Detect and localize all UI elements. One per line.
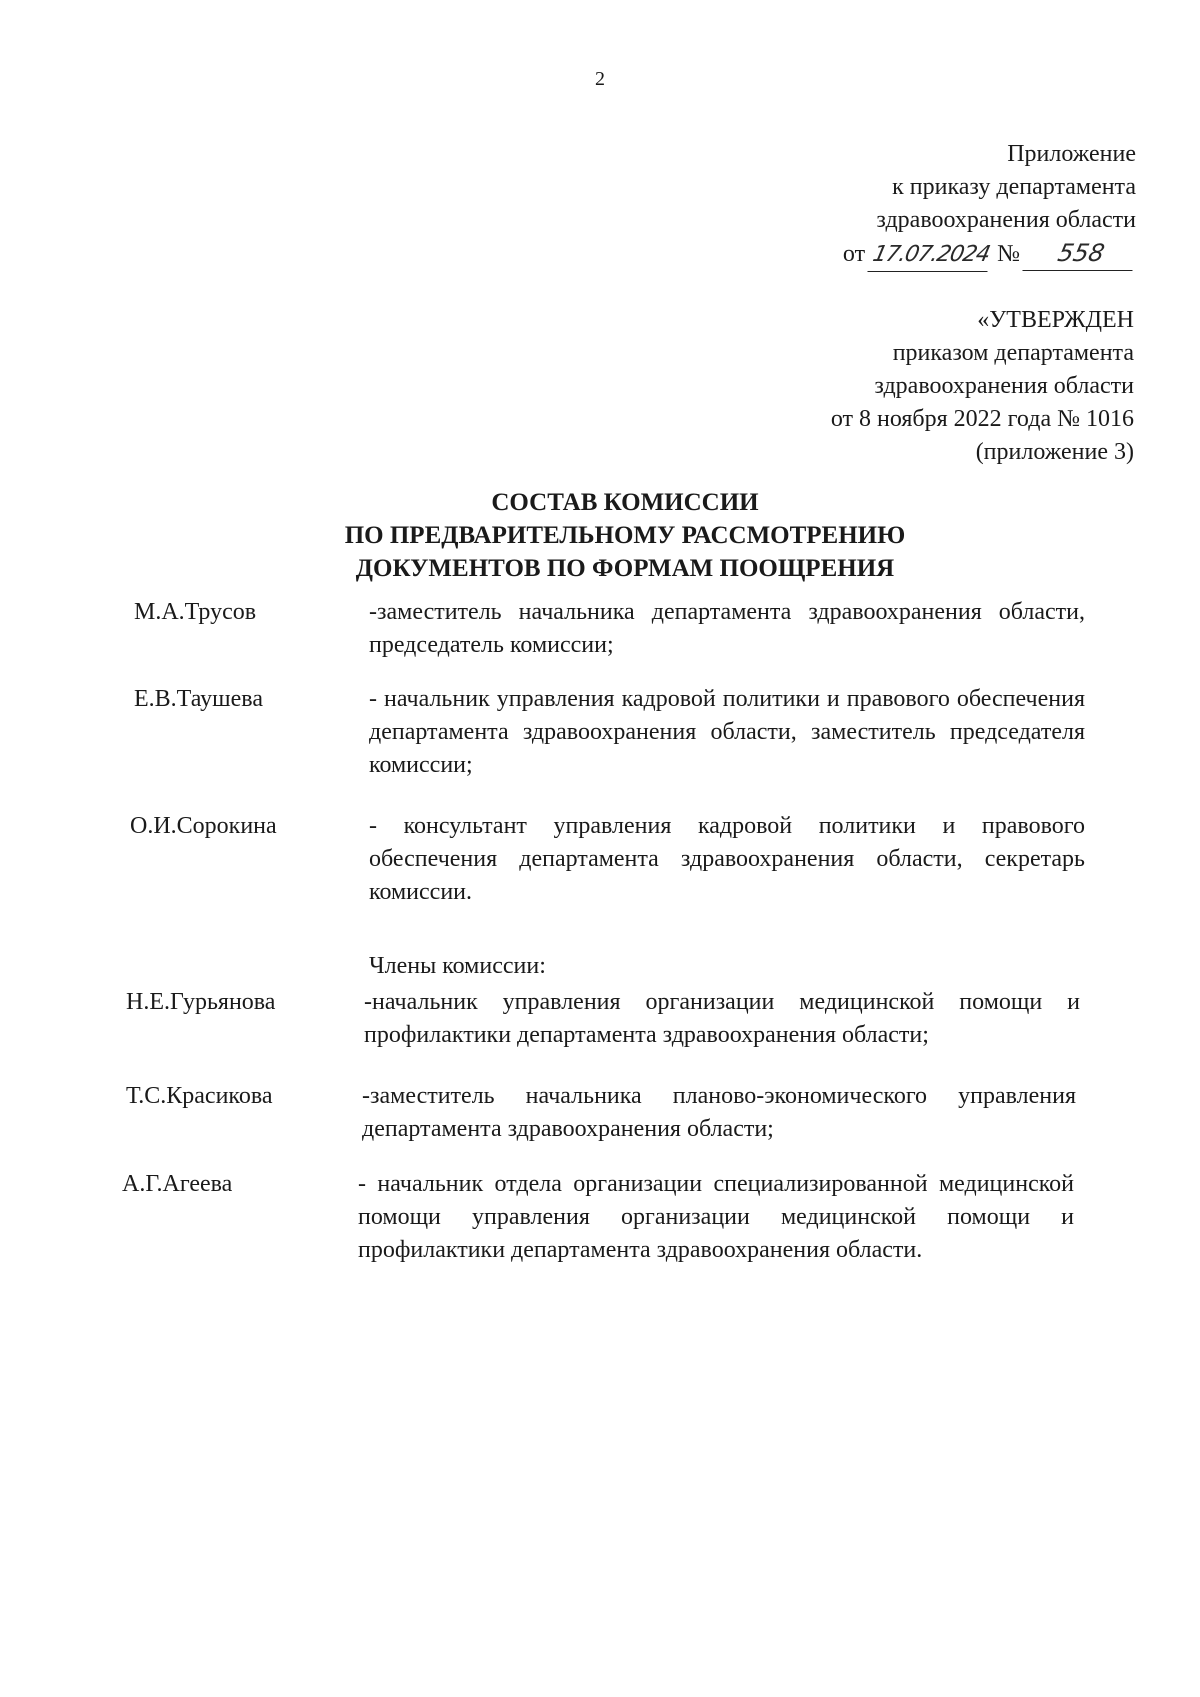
attachment-header — [843, 138, 1136, 272]
handwritten-number: 558 — [1022, 237, 1139, 271]
page-number: 2 — [595, 68, 605, 90]
member-name: М.А.Трусов — [134, 599, 257, 625]
member-name: Т.С.Красикова — [126, 1083, 273, 1109]
attachment-line-1: Приложение — [1007, 141, 1136, 167]
member-name: О.И.Сорокина — [130, 813, 277, 839]
attachment-number-sign: № — [997, 241, 1020, 267]
approval-line-1: «УТВЕРЖДЕН — [977, 307, 1134, 333]
member-name: А.Г.Агеева — [122, 1171, 233, 1197]
handwritten-date: 17.07.2024 — [867, 238, 994, 272]
member-role: -заместитель начальника планово-экономического управления департамента здравоохранения области; — [362, 1083, 1076, 1142]
attachment-order-line — [843, 237, 1136, 272]
attachment-date-prefix: от — [842, 241, 866, 267]
title-line-1: СОСТАВ КОМИССИИ — [491, 489, 759, 516]
member-role: -заместитель начальника департамента здравоохранения области, председатель комиссии; — [369, 599, 1085, 658]
members-heading: Члены комиссии: — [369, 953, 546, 979]
approval-line-5: (приложение 3) — [975, 439, 1134, 465]
approval-header — [831, 304, 1134, 469]
approval-line-4: от 8 ноября 2022 года № 1016 — [830, 406, 1134, 432]
title-line-2: ПО ПРЕДВАРИТЕЛЬНОМУ РАССМОТРЕНИЮ — [344, 522, 906, 549]
member-name: Е.В.Таушева — [134, 686, 263, 712]
member-name: Н.Е.Гурьянова — [126, 989, 276, 1015]
attachment-line-2: к приказу департамента — [892, 174, 1136, 200]
document-title — [0, 486, 1200, 585]
member-role: - начальник отдела организации специализированной медицинской помощи управления организации медицинской помощи и профилактики департамента здравоохранения области. — [358, 1171, 1074, 1263]
approval-line-3: здравоохранения области — [874, 373, 1134, 399]
member-role: - консультант управления кадровой политики и правового обеспечения департамента здравоохранения области, секретарь комиссии. — [369, 813, 1085, 905]
attachment-line-3: здравоохранения области — [876, 207, 1136, 233]
member-role: - начальник управления кадровой политики и правового обеспечения департамента здравоохранения области, заместитель председателя комиссии; — [369, 686, 1085, 778]
title-line-3: ДОКУМЕНТОВ ПО ФОРМАМ ПООЩРЕНИЯ — [355, 555, 895, 582]
member-role: -начальник управления организации медицинской помощи и профилактики департамента здравоохранения области; — [364, 989, 1080, 1048]
approval-line-2: приказом департамента — [892, 340, 1134, 366]
